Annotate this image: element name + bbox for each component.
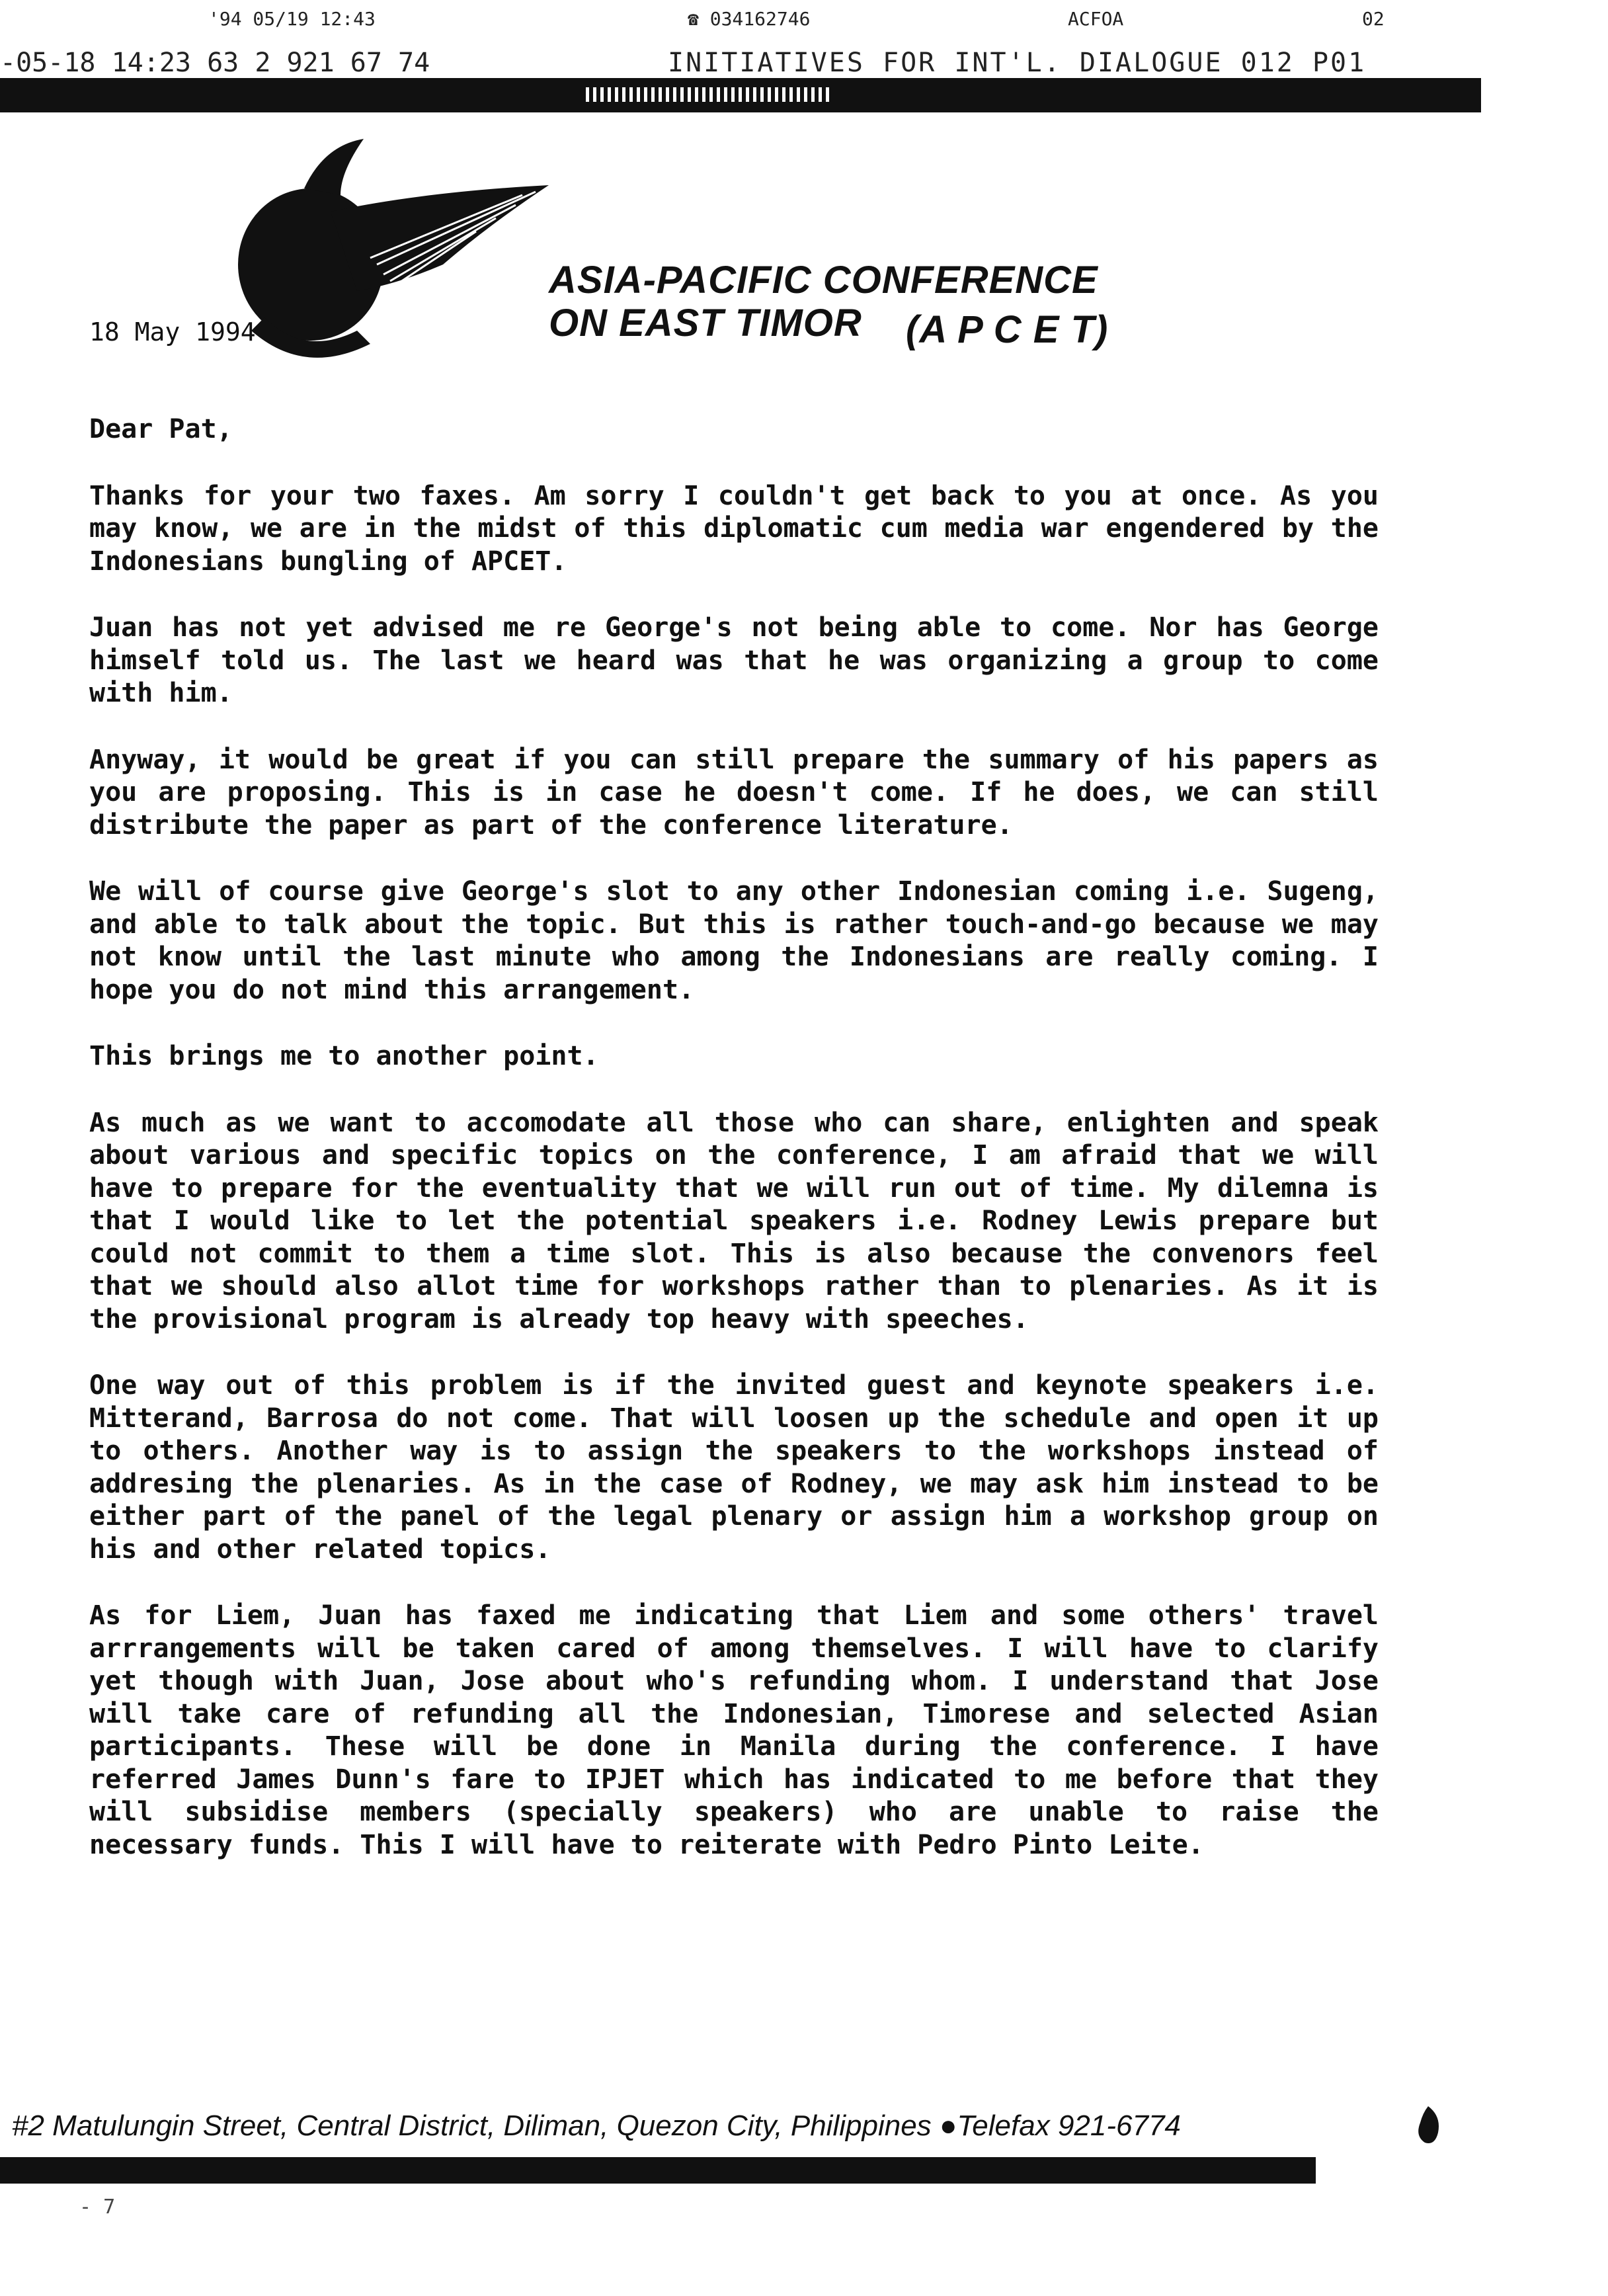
conference-title-line2: ON EAST TIMOR — [549, 302, 862, 345]
paragraph-6: As much as we want to accomodate all those who can share, enlighten and speak about various and specific topics on the conference, I am afraid that we will have to prepare for the eventuality that we will run out of time. My dilemna is that I would like to let the potential speakers i.e. Rodney Lewis prepare but could not commit to them a time slot. This is also because the convenors feel that we should also allot time for workshops rather than to plenaries. As it is the provisional program is already top heavy with speeches. — [89, 1107, 1379, 1334]
fax-page: 02 — [1362, 8, 1385, 30]
fax-sender: ACFOA — [1068, 8, 1124, 30]
paragraph-7: One way out of this problem is if the invited guest and keynote speakers i.e. Mitterand, Barrosa do not come. That will loosen up the schedule and open it up to others. Another way is to assign the speakers to the workshops instead of addresing the plenaries. As in the case of Rodney, we may ask him instead to be either part of the panel of the legal plenary or assign him a workshop group on his and other related topics. — [89, 1370, 1379, 1565]
paragraph-3: Anyway, it would be great if you can still prepare the summary of his papers as you are proposing. This is in case he doesn't come. If he does, we can still distribute the paper as part of the conference literature. — [89, 744, 1379, 840]
paragraph-1: Thanks for your two faxes. Am sorry I couldn't get back to you at once. As you may know, we are in the midst of this diplomatic cum media war engendered by the Indonesians bungling of APCET. — [89, 480, 1379, 577]
conference-acronym: (A P C E T) — [906, 308, 1109, 351]
paragraph-4: We will of course give George's slot to any other Indonesian coming i.e. Sugeng, and able to talk about the topic. But this is rather touch-and-go because we may not know until the last minute who among the Indonesians are really coming. I hope you do not mind this arrangement. — [89, 876, 1379, 1005]
paragraph-5: This brings me to another point. — [89, 1041, 599, 1071]
page-mark: - 7 — [79, 2195, 116, 2219]
ink-mark-icon — [1408, 2103, 1448, 2149]
apcet-logo-icon — [225, 132, 555, 377]
conference-title-line1: ASIA-PACIFIC CONFERENCE — [549, 259, 1098, 302]
letter-body — [89, 413, 1379, 1895]
letter-date: 18 May 1994 — [89, 317, 256, 347]
footer-address: #2 Matulungin Street, Central District, Diliman, Quezon City, Philippines ●Telefax 921-6774 — [12, 2110, 1181, 2142]
fax-phone: ☎ 034162746 — [688, 8, 811, 30]
fax-noise — [582, 87, 833, 102]
paragraph-2: Juan has not yet advised me re George's not being able to come. Nor has George himself told us. The last we heard was that he was organizing a group to come with him. — [89, 612, 1379, 708]
fax-datetime: '94 05/19 12:43 — [208, 8, 376, 30]
footer-bar — [0, 2157, 1316, 2184]
fax-org: INITIATIVES FOR INT'L. DIALOGUE 012 P01 — [668, 48, 1367, 78]
salutation: Dear Pat, — [89, 414, 233, 444]
paragraph-8: As for Liem, Juan has faxed me indicating that Liem and some others' travel arrrangements will be taken cared of among themselves. I will have to clarify yet though with Juan, Jose about who's refunding whom. I understand that Jose will take care of refunding all the Indonesian, Timorese and selected Asian participants. These will be done in Manila during the conference. I have referred James Dunn's fare to IPJET which has indicated to me before that they will subsidise members (specially speakers) who are unable to raise the necessary funds. This I will have to reiterate with Pedro Pinto Leite. — [89, 1600, 1379, 1860]
fax-stamp: -05-18 14:23 63 2 921 67 74 — [0, 48, 430, 78]
